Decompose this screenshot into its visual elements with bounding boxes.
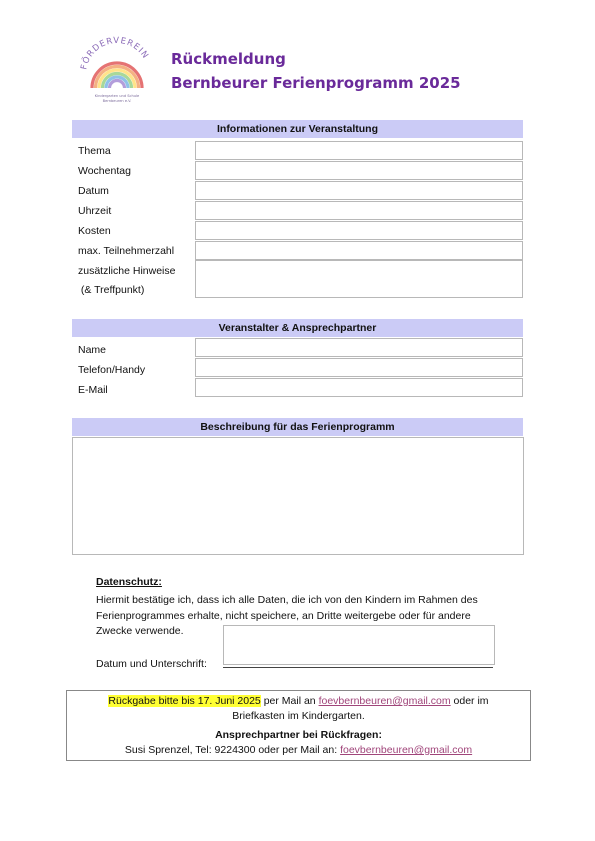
privacy-title: Datenschutz:	[96, 576, 162, 588]
contact-title: Ansprechpartner bei Rückfragen:	[215, 729, 382, 741]
signature-label: Datum und Unterschrift:	[96, 658, 207, 670]
page-title: Rückmeldung	[171, 50, 286, 68]
label-email: E-Mail	[78, 384, 108, 396]
svg-text:Kindergarten und Schule: Kindergarten und Schule	[94, 94, 140, 98]
return-deadline-line	[67, 694, 530, 709]
label-thema: Thema	[78, 145, 111, 157]
label-datum: Datum	[78, 185, 109, 197]
email-field[interactable]	[195, 378, 523, 397]
datum-field[interactable]	[195, 181, 523, 200]
section-header-event: Informationen zur Veranstaltung	[72, 120, 523, 138]
label-treffpunkt: (& Treffpunkt)	[78, 284, 145, 296]
label-max-teilnehmer: max. Teilnehmerzahl	[78, 245, 175, 257]
name-field[interactable]	[195, 338, 523, 357]
kosten-field[interactable]	[195, 221, 523, 240]
max-teilnehmer-field[interactable]	[195, 241, 523, 260]
email-link[interactable]: foevbernbeuren@gmail.com	[318, 695, 451, 707]
deadline-highlight: Rückgabe bitte bis 17. Juni 2025	[108, 695, 261, 707]
label-hinweise: zusätzliche Hinweise	[78, 265, 176, 277]
section-header-organizer: Veranstalter & Ansprechpartner	[72, 319, 523, 337]
page-subtitle: Bernbeurer Ferienprogramm 2025	[171, 74, 461, 92]
label-telefon: Telefon/Handy	[78, 364, 146, 376]
description-textarea[interactable]	[72, 437, 524, 555]
foerderverein-logo	[78, 36, 156, 108]
label-uhrzeit: Uhrzeit	[78, 205, 112, 217]
mail-suffix: oder im	[450, 695, 489, 707]
signature-field[interactable]	[223, 625, 495, 665]
svg-text:Bernbeuren e.V.: Bernbeuren e.V.	[102, 99, 132, 103]
signature-line	[223, 667, 493, 668]
hinweise-field[interactable]	[195, 260, 523, 298]
contact-email-link[interactable]: foevbernbeuren@gmail.com	[340, 744, 473, 756]
privacy-text: Hiermit bestätige ich, dass ich alle Daten, die ich von den Kindern im Rahmen des Ferienprogrammes erhalte, nicht speichere, an Dritte weitergebe oder für andere Zwecke verwende.	[96, 594, 478, 637]
return-location-line: Briefkasten im Kindergarten.	[232, 710, 365, 722]
label-kosten: Kosten	[78, 225, 111, 237]
thema-field[interactable]	[195, 141, 523, 160]
return-info-box	[66, 690, 531, 761]
telefon-field[interactable]	[195, 358, 523, 377]
mail-prefix: per Mail an	[260, 695, 319, 707]
wochentag-field[interactable]	[195, 161, 523, 180]
uhrzeit-field[interactable]	[195, 201, 523, 220]
label-name: Name	[78, 344, 107, 356]
section-header-description: Beschreibung für das Ferienprogramm	[72, 418, 523, 436]
contact-line	[67, 743, 530, 758]
label-wochentag: Wochentag	[78, 165, 131, 177]
contact-text: Susi Sprenzel, Tel: 9224300 oder per Mail an:	[124, 744, 341, 756]
logo-text: FÖRDERVEREIN	[79, 36, 151, 71]
